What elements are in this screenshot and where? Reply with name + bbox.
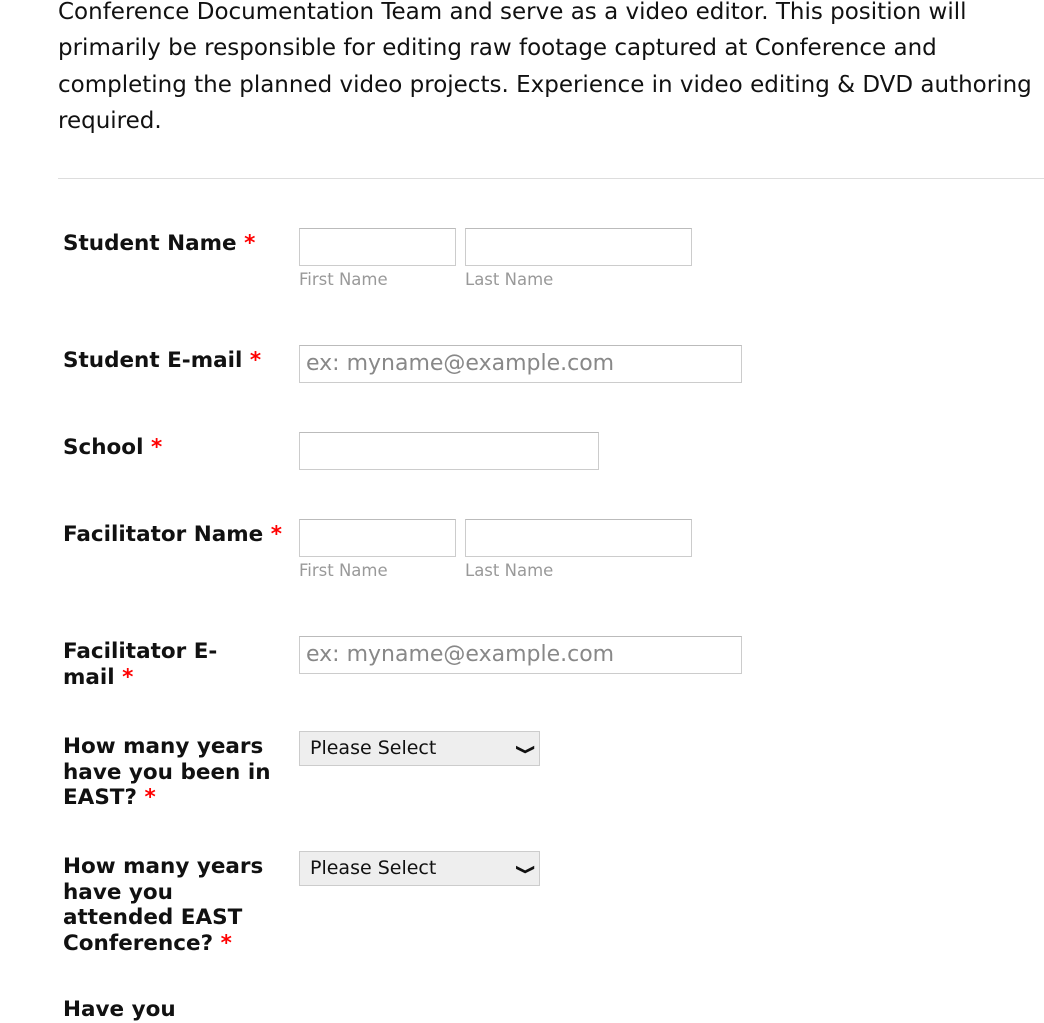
required-marker: *	[122, 664, 134, 690]
facilitator-email-label: Facilitator E-mail *	[63, 639, 218, 690]
school-input[interactable]	[299, 432, 599, 470]
last-name-sublabel: Last Name	[465, 561, 554, 580]
required-marker: *	[144, 785, 156, 810]
required-marker: *	[244, 231, 256, 256]
last-name-sublabel: Last Name	[465, 270, 554, 289]
years-east-select[interactable]: Please Select ❯	[299, 731, 540, 766]
facilitator-first-name-input[interactable]	[299, 519, 456, 557]
student-first-name-input[interactable]	[299, 228, 456, 266]
intro-paragraph: Conference Documentation Team and serve as a video editor. This position will primarily be responsible for editing raw footage captured at Conference and completing the planned video projects. Experience in video editing & DVD authoring required.	[58, 0, 1032, 134]
required-marker: *	[220, 930, 232, 956]
facilitator-email-input[interactable]: ex: myname@example.com	[299, 636, 742, 674]
required-marker: *	[150, 435, 163, 460]
chevron-down-icon: ❯	[515, 863, 537, 876]
student-last-name-input[interactable]	[465, 228, 692, 266]
years-east-label: How many years have you been in EAST? *	[63, 734, 271, 810]
student-name-label: Student Name *	[63, 231, 256, 256]
divider	[58, 178, 1044, 179]
student-email-label: Student E-mail *	[63, 348, 262, 373]
required-marker: *	[249, 348, 262, 373]
first-name-sublabel: First Name	[299, 561, 388, 580]
first-name-sublabel: First Name	[299, 270, 388, 289]
chevron-down-icon: ❯	[515, 743, 537, 756]
facilitator-name-label: Facilitator Name *	[63, 522, 282, 547]
school-label: School *	[63, 435, 163, 460]
years-conference-select[interactable]: Please Select ❯	[299, 851, 540, 886]
next-question-label: Have you	[63, 997, 176, 1022]
years-conference-label: How many years have you attended EAST Conference? *	[63, 854, 264, 956]
facilitator-last-name-input[interactable]	[465, 519, 692, 557]
student-email-input[interactable]: ex: myname@example.com	[299, 345, 742, 383]
required-marker: *	[270, 522, 282, 547]
